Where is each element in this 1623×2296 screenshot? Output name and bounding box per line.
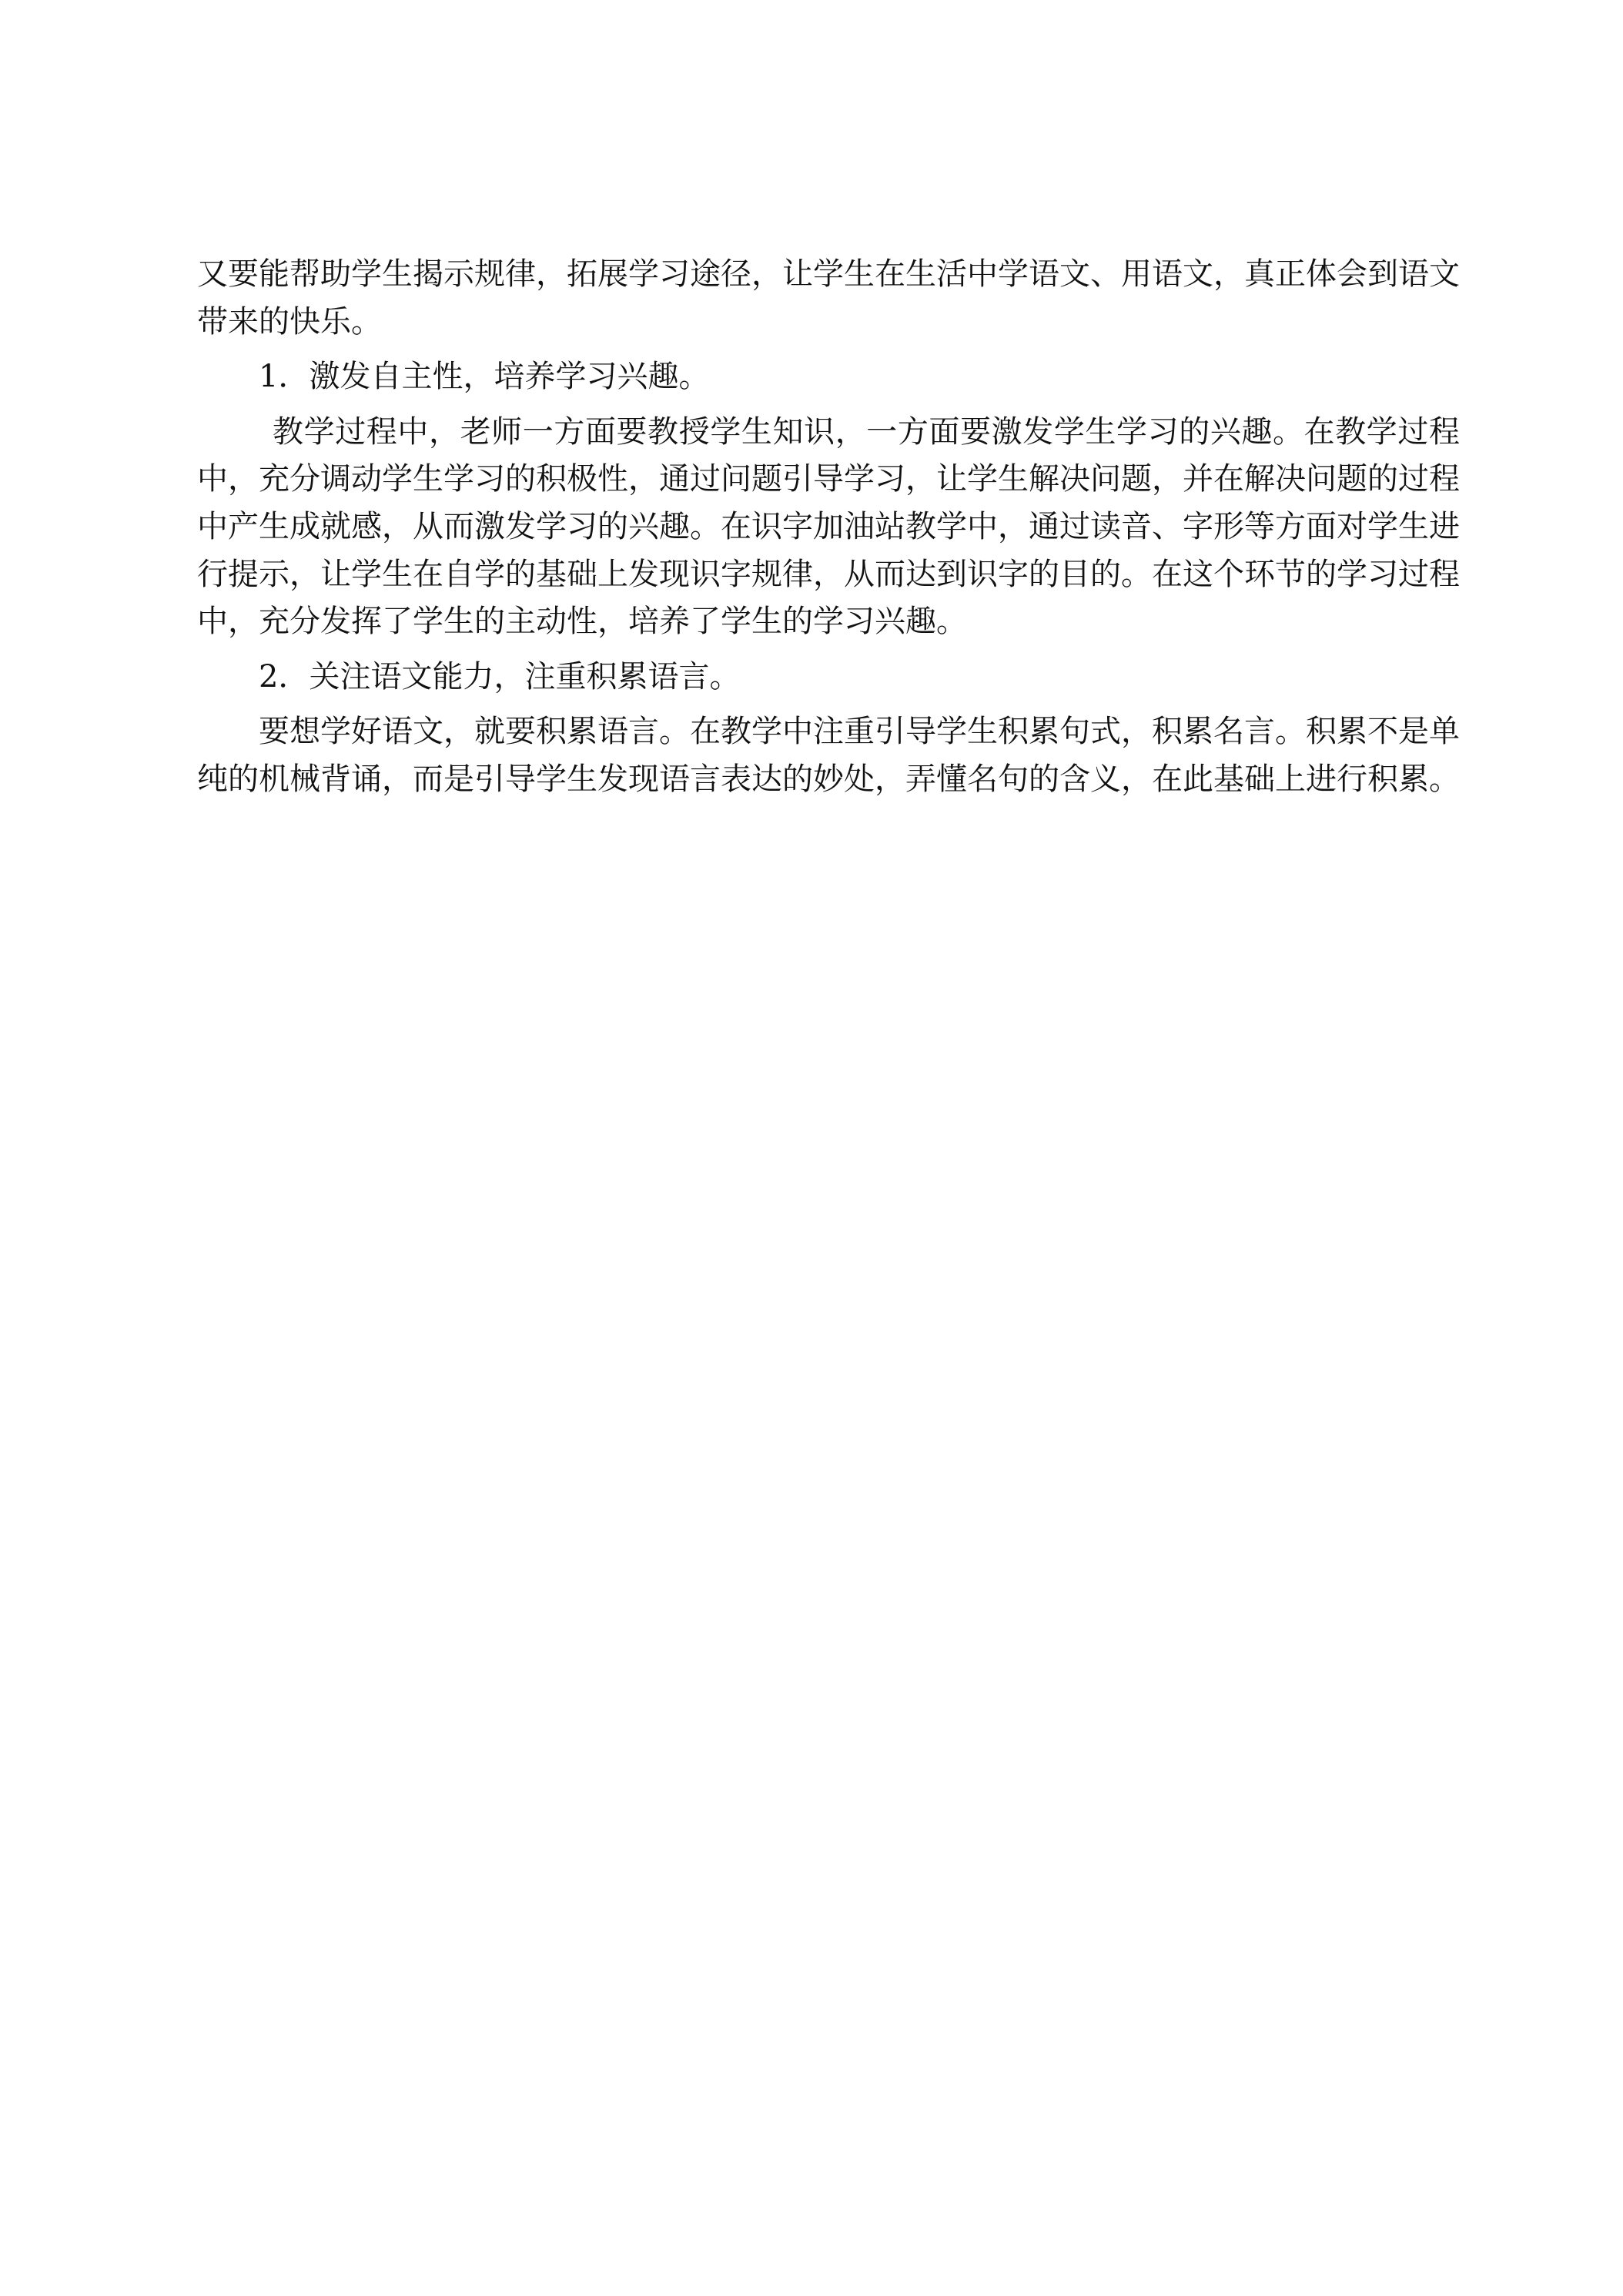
section-heading-1: 1．激发自主性，培养学习兴趣。 [259, 359, 710, 395]
paragraph-language: 要想学好语文，就要积累语言。在教学中注重引导学生积累句式，积累名言。积累不是单纯的机械背诵，而是引导学生发现语言表达的妙处，弄懂名句的含义，在此基础上进行积累。 [197, 714, 1460, 797]
section-heading-2: 2．关注语文能力，注重积累语言。 [259, 658, 741, 694]
paragraph-continuation: 又要能帮助学生揭示规律，拓展学习途径，让学生在生活中学语文、用语文，真正体会到语文带来的快乐。 [197, 256, 1460, 340]
paragraph-interest: 教学过程中，老师一方面要教授学生知识，一方面要激发学生学习的兴趣。在教学过程中，充分调动学生学习的积极性，通过问题引导学习，让学生解决问题，并在解决问题的过程中产生成就感，从而激发学习的兴趣。在识字加油站教学中，通过读音、字形等方面对学生进行提示，让学生在自学的基础上发现识字规律，从而达到识字的目的。在这个环节的学习过程中，充分发挥了学生的主动性，培养了学生的学习兴趣。 [197, 413, 1460, 640]
document-body [197, 251, 1460, 804]
